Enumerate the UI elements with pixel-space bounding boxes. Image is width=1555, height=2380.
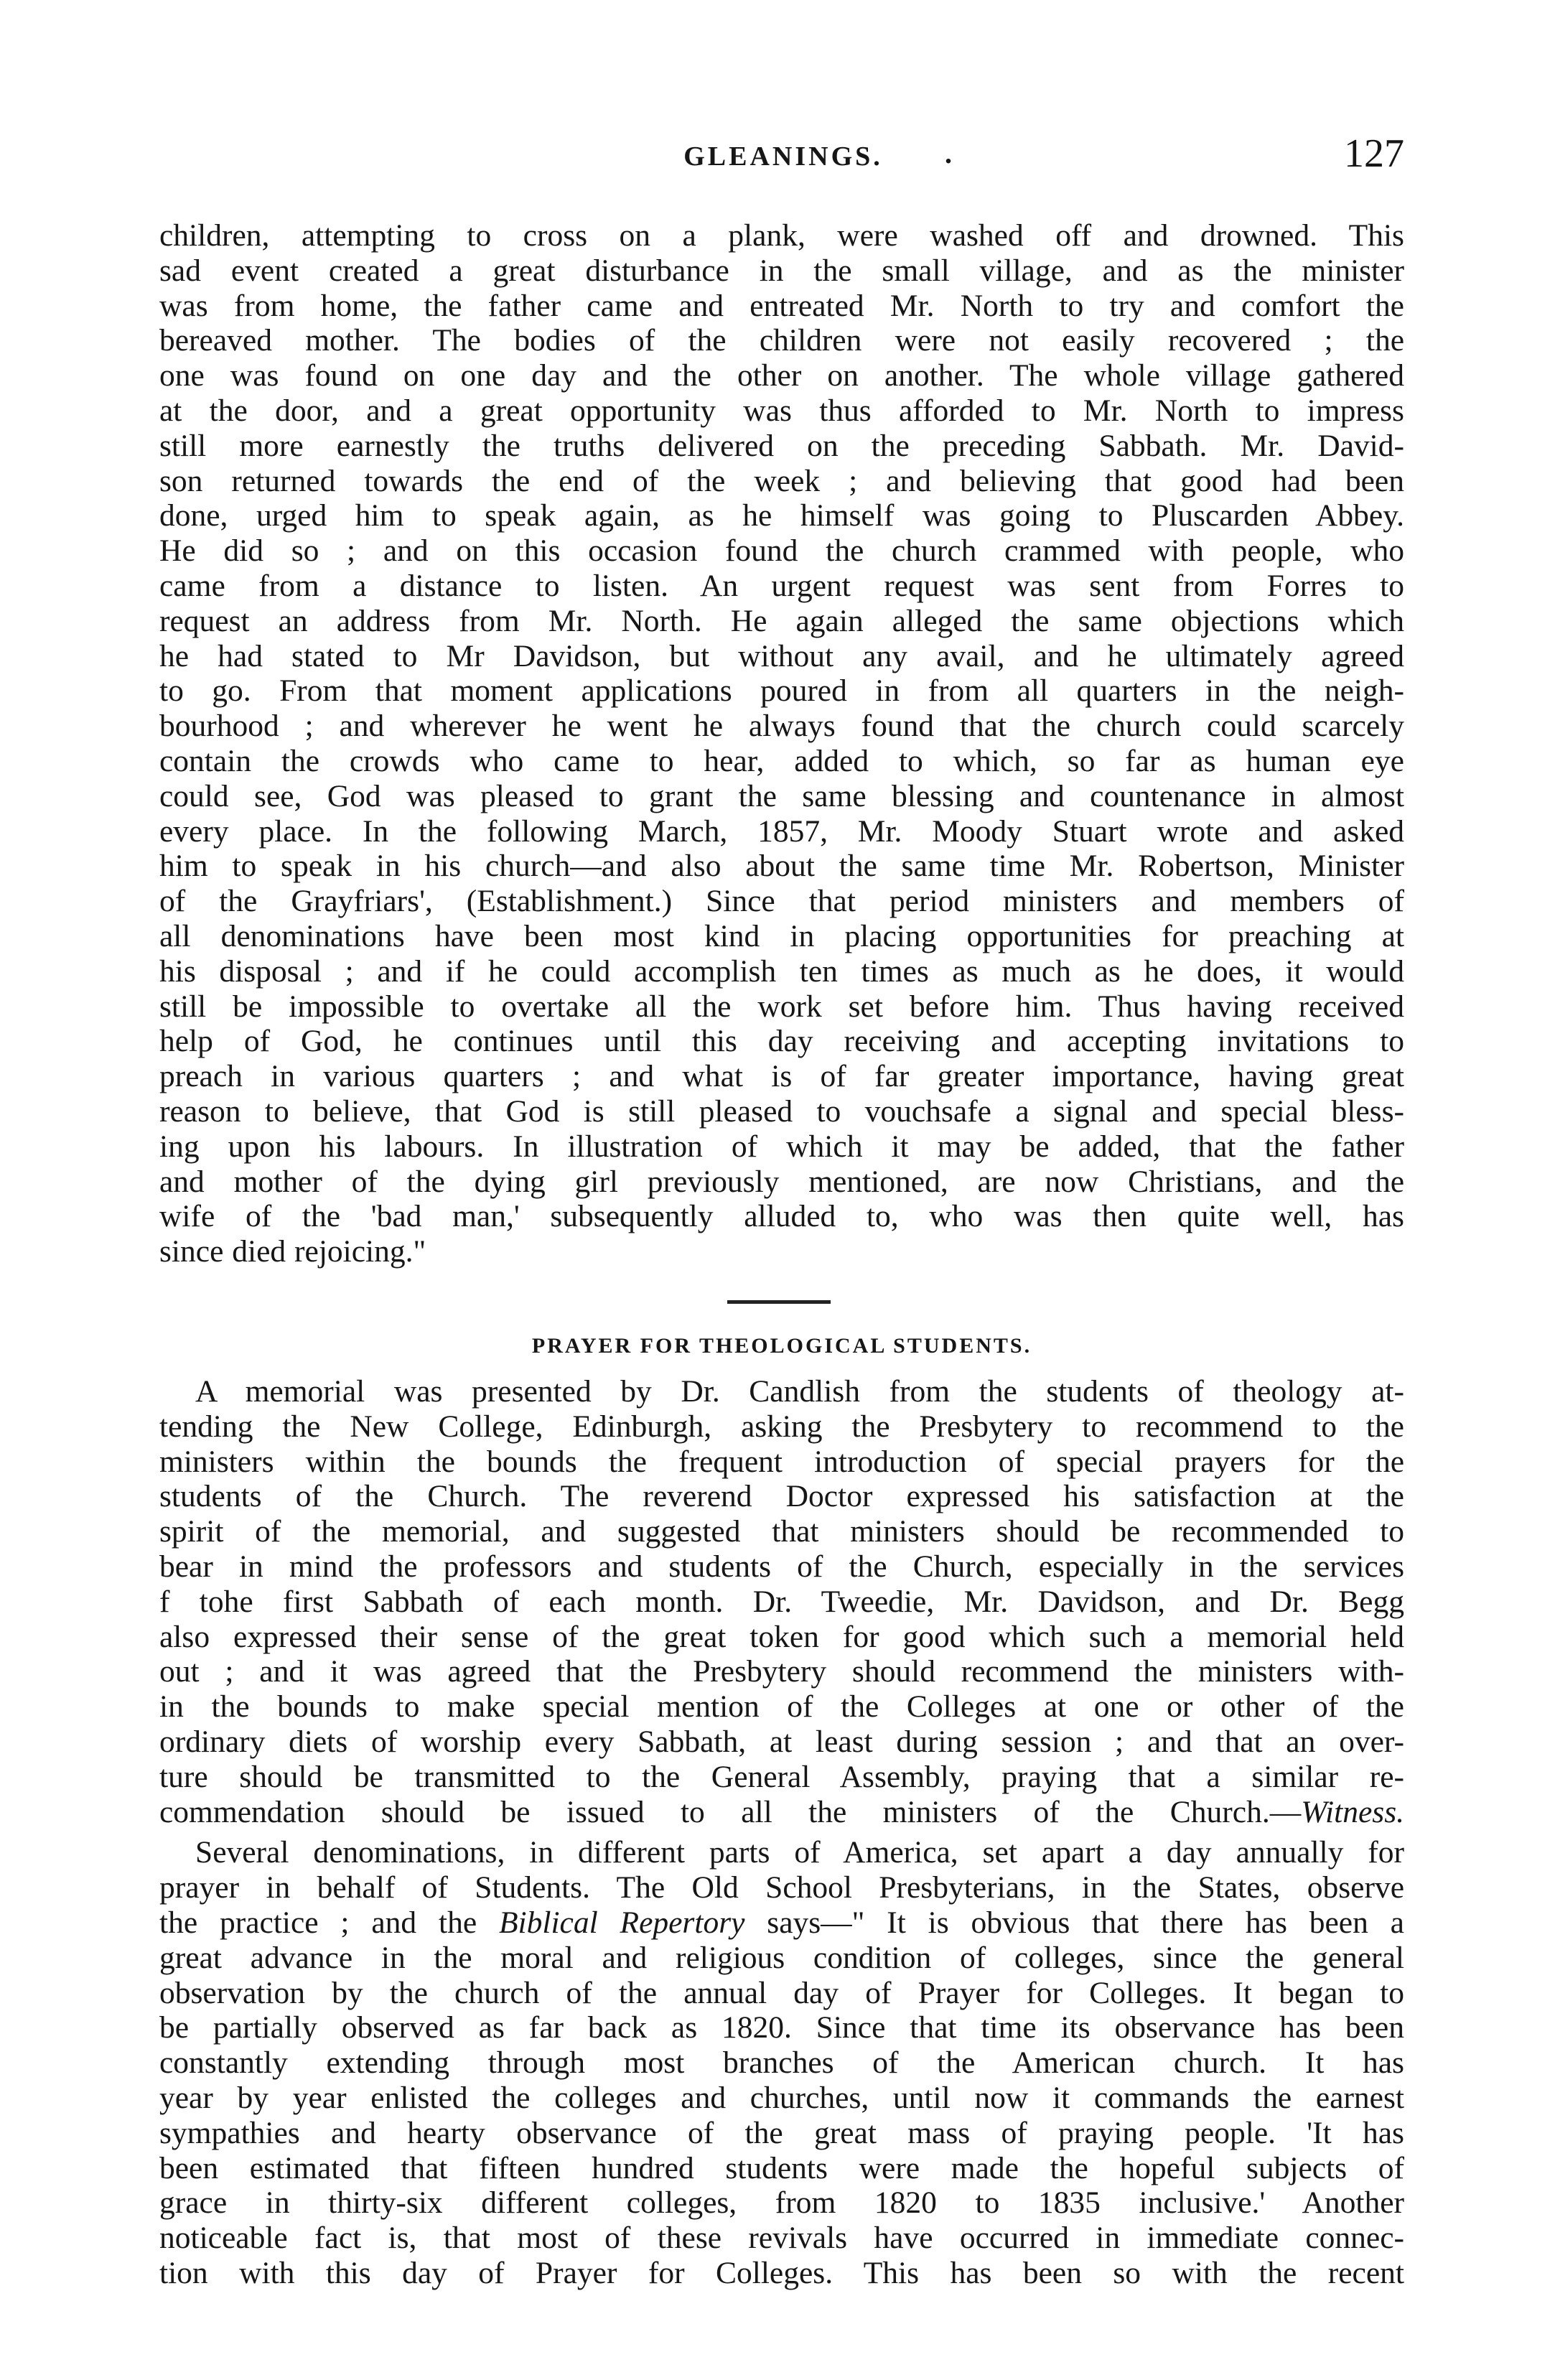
text-line: and mother of the dying girl previously mentioned, are now Christians, and the — [159, 1164, 1404, 1199]
text-line: constantly extending through most branches of the American church. It has — [159, 2045, 1404, 2081]
text-line: f tohe first Sabbath of each month. Dr. Tweedie, Mr. Davidson, and Dr. Begg — [159, 1584, 1404, 1619]
text-line: preach in various quarters ; and what is of far greater importance, having great — [159, 1059, 1404, 1094]
text-line: ministers within the bounds the frequent introduction of special prayers for the — [159, 1444, 1404, 1479]
text-line: tion with this day of Prayer for Colleges. This has been so with the recent — [159, 2255, 1404, 2290]
text-line: came from a distance to listen. An urgent request was sent from Forres to — [159, 568, 1404, 603]
memorial-paragraph — [159, 1374, 1404, 1829]
text-line: at the door, and a great opportunity was thus afforded to Mr. North to impress — [159, 393, 1404, 428]
text-line: reason to believe, that God is still pleased to vouchsafe a signal and special bless- — [159, 1093, 1404, 1129]
text-line: be partially observed as far back as 1820. Since that time its observance has been — [159, 2010, 1404, 2045]
running-head-separator: . — [945, 137, 952, 169]
text-line: grace in thirty-six different colleges, from 1820 to 1835 inclusive.' Another — [159, 2185, 1404, 2221]
text-line: him to speak in his church—and also about the same time Mr. Robertson, Minister — [159, 849, 1404, 884]
text-line: since died rejoicing." — [159, 1234, 426, 1269]
text-line-with-source — [159, 1795, 1404, 1830]
text-line: prayer in behalf of Students. The Old School Presbyterians, in the States, observe — [159, 1870, 1404, 1905]
text-line: ordinary diets of worship every Sabbath, at least during session ; and that an over- — [159, 1724, 1404, 1759]
text-line: help of God, he continues until this day receiving and accepting invitations to — [159, 1024, 1404, 1059]
text-line: contain the crowds who came to hear, added to which, so far as human eye — [159, 743, 1404, 778]
text-line: Several denominations, in different parts of America, set apart a day annually for — [195, 1835, 1404, 1870]
text-line-with-journal — [159, 1905, 1404, 1941]
text-segment: says—" It is obvious that there has been a — [767, 1905, 1404, 1940]
text-line: still more earnestly the truths delivered on the preceding Sabbath. Mr. David- — [159, 428, 1404, 463]
text-line: A memorial was presented by Dr. Candlish from the students of theology at- — [195, 1374, 1404, 1409]
denominations-paragraph — [159, 1835, 1404, 2290]
text-line: also expressed their sense of the great token for good which such a memorial held — [159, 1619, 1404, 1654]
text-line: sympathies and hearty observance of the great mass of praying people. 'It has — [159, 2115, 1404, 2150]
text-line: noticeable fact is, that most of these revivals have occurred in immediate connec- — [159, 2221, 1404, 2256]
section-divider — [727, 1300, 831, 1304]
text-line: been estimated that fifteen hundred students were made the hopeful subjects of — [159, 2150, 1404, 2185]
text-line: every place. In the following March, 1857, Mr. Moody Stuart wrote and asked — [159, 813, 1404, 849]
text-line: great advance in the moral and religious condition of colleges, since the general — [159, 1940, 1404, 1975]
text-line: observation by the church of the annual day of Prayer for Colleges. It began to — [159, 1975, 1404, 2010]
text-line: all denominations have been most kind in placing opportunities for preaching at — [159, 918, 1404, 953]
text-line: done, urged him to speak again, as he himself was going to Pluscarden Abbey. — [159, 498, 1404, 533]
text-segment: commendation should be issued to all the ministers of the Church.— — [159, 1794, 1302, 1829]
running-head — [162, 131, 1404, 188]
text-line: children, attempting to cross on a plank, were washed off and drowned. This — [159, 218, 1404, 253]
text-line: son returned towards the end of the week ; and believing that good had been — [159, 463, 1404, 498]
text-line: bereaved mother. The bodies of the children were not easily recovered ; the — [159, 323, 1404, 358]
text-line: was from home, the father came and entreated Mr. North to try and comfort the — [159, 288, 1404, 323]
source-attribution: Witness. — [1301, 1794, 1404, 1829]
text-line: wife of the 'bad man,' subsequently alluded to, who was then quite well, has — [159, 1199, 1404, 1234]
running-head-title: GLEANINGS. — [683, 141, 883, 172]
text-line: his disposal ; and if he could accomplish ten times as much as he does, it would — [159, 953, 1404, 989]
text-line: bear in mind the professors and students of the Church, especially in the services — [159, 1549, 1404, 1584]
text-line: year by year enlisted the colleges and churches, until now it commands the earnest — [159, 2080, 1404, 2115]
journal-title: Biblical Repertory — [498, 1905, 745, 1940]
prayer-article — [159, 1374, 1404, 2291]
text-line: ing upon his labours. In illustration of which it may be added, that the father — [159, 1129, 1404, 1164]
text-line: bourhood ; and wherever he went he always found that the church could scarcely — [159, 709, 1404, 744]
text-line: to go. From that moment applications poured in from all quarters in the neigh- — [159, 673, 1404, 709]
text-line: could see, God was pleased to grant the same blessing and countenance in almost — [159, 778, 1404, 813]
text-line: in the bounds to make special mention of the Colleges at one or other of the — [159, 1689, 1404, 1725]
text-line: he had stated to Mr Davidson, but without any avail, and he ultimately agreed — [159, 638, 1404, 673]
continued-paragraph — [159, 218, 1404, 1269]
text-line: one was found on one day and the other on another. The whole village gathered — [159, 358, 1404, 393]
continued-article — [159, 218, 1404, 1269]
text-line: He did so ; and on this occasion found the church crammed with people, who — [159, 533, 1404, 569]
text-line: students of the Church. The reverend Doctor expressed his satisfaction at the — [159, 1479, 1404, 1514]
text-line: spirit of the memorial, and suggested that ministers should be recommended to — [159, 1514, 1404, 1549]
page-number: 127 — [1344, 131, 1404, 176]
text-line: still be impossible to overtake all the work set before him. Thus having received — [159, 989, 1404, 1024]
text-line: of the Grayfriars', (Establishment.) Since that period ministers and members of — [159, 884, 1404, 919]
section-heading: PRAYER FOR THEOLOGICAL STUDENTS. — [531, 1334, 1032, 1358]
text-line: ture should be transmitted to the General Assembly, praying that a similar re- — [159, 1759, 1404, 1794]
text-line: out ; and it was agreed that the Presbytery should recommend the ministers with- — [159, 1654, 1404, 1689]
text-line: tending the New College, Edinburgh, asking the Presbytery to recommend to the — [159, 1409, 1404, 1444]
text-segment: the practice ; and the — [159, 1905, 499, 1940]
text-line: request an address from Mr. North. He again alleged the same objections which — [159, 603, 1404, 638]
text-line: sad event created a great disturbance in the small village, and as the minister — [159, 253, 1404, 288]
